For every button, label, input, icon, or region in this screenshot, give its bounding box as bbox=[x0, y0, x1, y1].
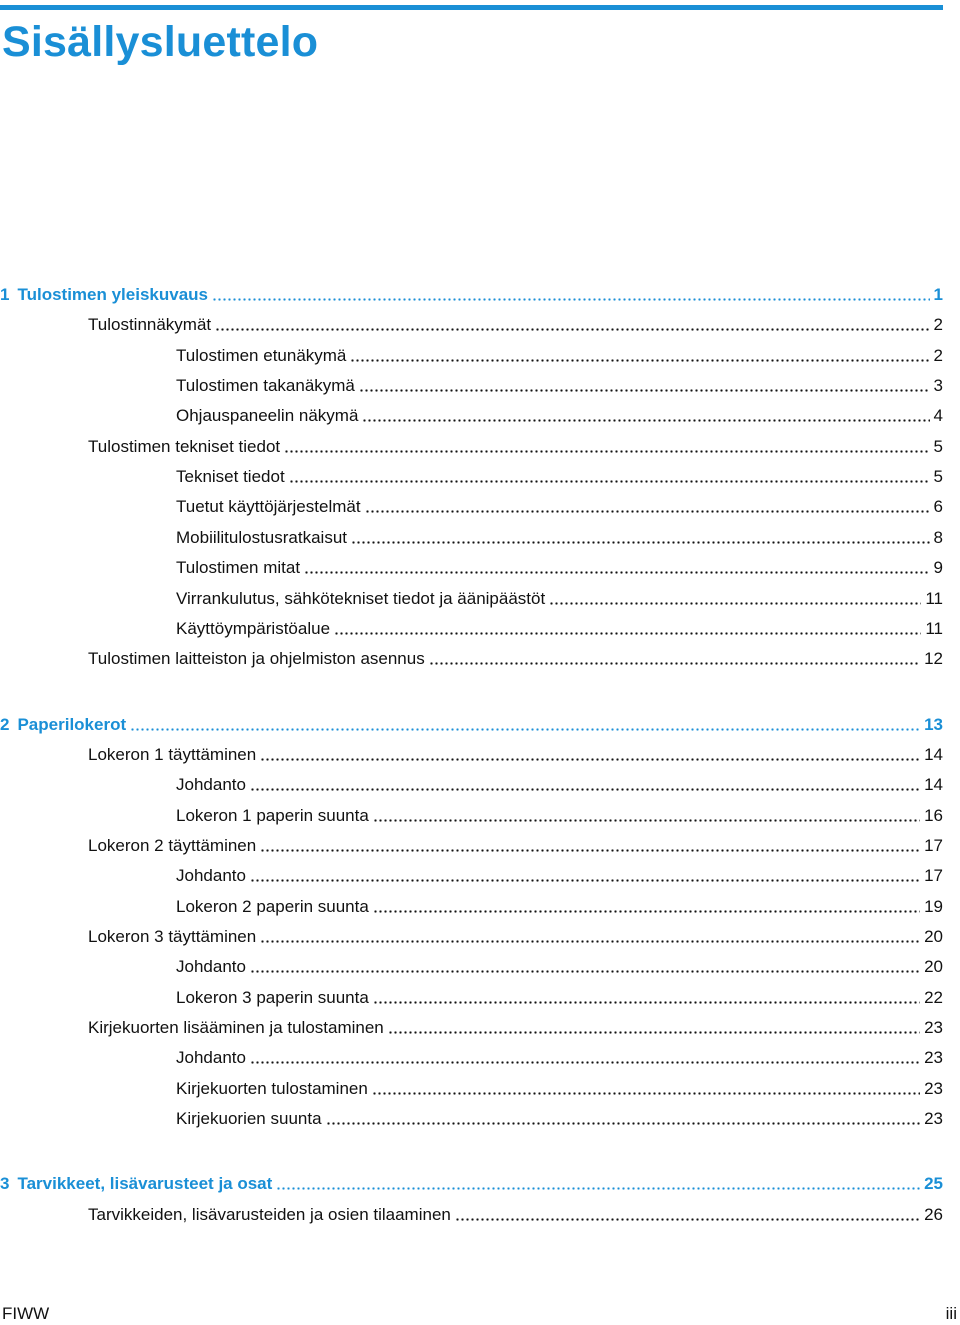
toc-page-number: 19 bbox=[924, 896, 943, 916]
chapter-number: 1 bbox=[0, 285, 10, 304]
toc-entry[interactable] bbox=[0, 462, 943, 488]
toc-page-number: 22 bbox=[924, 987, 943, 1007]
toc-page-number: 23 bbox=[924, 1018, 943, 1038]
chapter-number: 3 bbox=[0, 1174, 10, 1194]
toc-entry-title: 2 Paperilokerot bbox=[0, 714, 127, 734]
toc-entry-title: Tekniset tiedot bbox=[176, 467, 285, 487]
toc-page-number: 20 bbox=[924, 927, 943, 946]
dot-leader bbox=[250, 1061, 920, 1064]
toc-entry[interactable] bbox=[0, 1013, 943, 1039]
toc-page-number: 12 bbox=[924, 649, 943, 669]
toc-entry[interactable] bbox=[0, 341, 943, 367]
toc-page-number: 6 bbox=[933, 497, 943, 517]
toc-entry-title: Lokeron 1 täyttäminen bbox=[88, 744, 257, 764]
toc-entry[interactable] bbox=[0, 740, 943, 766]
toc-entry-title: Virrankulutus, sähkötekniset tiedot ja äänipäästöt bbox=[176, 588, 546, 608]
toc-entry[interactable] bbox=[0, 584, 943, 610]
dot-leader bbox=[373, 1001, 920, 1004]
toc-entry[interactable] bbox=[0, 801, 943, 827]
toc-page-number: 13 bbox=[924, 714, 943, 734]
dot-leader bbox=[350, 359, 929, 362]
toc-entry-title: Tulostinnäkymät bbox=[88, 315, 212, 335]
toc-entry[interactable] bbox=[0, 553, 943, 579]
toc-entry-title: 1 Tulostimen yleiskuvaus bbox=[0, 285, 208, 304]
toc-page-number: 26 bbox=[924, 1204, 943, 1224]
dot-leader bbox=[250, 788, 920, 791]
toc-entry[interactable] bbox=[0, 371, 943, 397]
toc-page-number: 4 bbox=[933, 406, 943, 426]
toc-page-number: 5 bbox=[933, 436, 943, 456]
dot-leader bbox=[130, 728, 920, 731]
dot-leader bbox=[372, 1092, 920, 1095]
dot-leader bbox=[455, 1218, 920, 1221]
toc-page-number: 20 bbox=[924, 957, 943, 977]
toc-entry[interactable] bbox=[0, 614, 943, 640]
toc-entry-title: Lokeron 3 täyttäminen bbox=[88, 927, 257, 946]
toc-entry[interactable] bbox=[0, 1104, 943, 1130]
toc-entry-title: Tulostimen mitat bbox=[176, 558, 301, 578]
toc-page-number: 14 bbox=[924, 775, 943, 795]
dot-leader bbox=[260, 849, 920, 852]
dot-leader bbox=[362, 419, 929, 422]
toc-page-number: 23 bbox=[924, 1048, 943, 1068]
toc-page-number: 23 bbox=[924, 1109, 943, 1129]
dot-leader bbox=[373, 819, 920, 822]
toc-page-number: 16 bbox=[924, 805, 943, 825]
toc-entry[interactable] bbox=[0, 770, 943, 796]
dot-leader bbox=[289, 480, 930, 483]
toc-page-number: 11 bbox=[925, 588, 943, 608]
dot-leader bbox=[365, 510, 930, 513]
toc-entry-title: Lokeron 2 paperin suunta bbox=[176, 896, 369, 916]
toc-entry[interactable] bbox=[0, 922, 943, 948]
toc-chapter-entry[interactable] bbox=[0, 1169, 943, 1195]
toc-entry-title: 3 Tarvikkeet, lisävarusteet ja osat bbox=[0, 1174, 273, 1194]
dot-leader bbox=[304, 571, 929, 574]
toc-entry-title: Johdanto bbox=[176, 866, 246, 886]
toc-entry[interactable] bbox=[0, 831, 943, 857]
dot-leader bbox=[250, 970, 920, 973]
toc-entry[interactable] bbox=[0, 1074, 943, 1100]
toc-entry-title: Kirjekuorten tulostaminen bbox=[176, 1078, 368, 1098]
dot-leader bbox=[260, 758, 920, 761]
toc-entry-title: Tulostimen tekniset tiedot bbox=[88, 436, 281, 456]
dot-leader bbox=[429, 662, 920, 665]
toc-entry-title: Tarvikkeiden, lisävarusteiden ja osien tilaaminen bbox=[88, 1204, 451, 1224]
toc-entry-title: Tuetut käyttöjärjestelmät bbox=[176, 497, 361, 517]
dot-leader bbox=[549, 602, 921, 605]
dot-leader bbox=[359, 389, 930, 392]
toc-entry-title: Tulostimen takanäkymä bbox=[176, 376, 355, 396]
dot-leader bbox=[215, 328, 929, 331]
footer-label: FIWW bbox=[2, 1304, 50, 1323]
dot-leader bbox=[351, 541, 930, 544]
toc-entry[interactable] bbox=[0, 523, 943, 549]
toc-entry[interactable] bbox=[0, 983, 943, 1009]
toc-entry-title: Ohjauspaneelin näkymä bbox=[176, 406, 359, 426]
toc-entry[interactable] bbox=[0, 644, 943, 670]
dot-leader bbox=[260, 940, 920, 943]
page-title: Sisällysluettelo bbox=[2, 18, 319, 66]
toc-entry-title: Mobiilitulostusratkaisut bbox=[176, 527, 348, 547]
dot-leader bbox=[388, 1031, 920, 1034]
top-rule bbox=[0, 5, 943, 10]
dot-leader bbox=[250, 879, 920, 882]
toc-entry-title: Kirjekuorten lisääminen ja tulostaminen bbox=[88, 1018, 384, 1038]
toc-page-number: 2 bbox=[933, 345, 943, 365]
toc-entry-title: Lokeron 2 täyttäminen bbox=[88, 835, 257, 855]
dot-leader bbox=[284, 450, 929, 453]
chapter-number: 2 bbox=[0, 714, 10, 734]
toc-entry-title: Johdanto bbox=[176, 957, 246, 977]
toc-entry-title: Lokeron 3 paperin suunta bbox=[176, 987, 369, 1007]
toc-entry[interactable] bbox=[0, 861, 943, 887]
toc-entry-title: Käyttöympäristöalue bbox=[176, 618, 331, 638]
toc-chapter-entry[interactable] bbox=[0, 280, 943, 306]
toc-page-number: 8 bbox=[933, 527, 943, 547]
toc-entry[interactable] bbox=[0, 310, 943, 336]
dot-leader bbox=[334, 632, 921, 635]
toc-entry[interactable] bbox=[0, 1200, 943, 1226]
dot-leader bbox=[326, 1122, 921, 1125]
toc-entry[interactable] bbox=[0, 1043, 943, 1069]
toc-page-number: 11 bbox=[925, 618, 943, 638]
toc-entry[interactable] bbox=[0, 401, 943, 427]
toc-page-number: 5 bbox=[933, 467, 943, 487]
toc-entry[interactable] bbox=[0, 432, 943, 458]
toc-page-number: 23 bbox=[924, 1078, 943, 1098]
toc-page-number: 17 bbox=[924, 866, 943, 886]
toc-entry[interactable] bbox=[0, 492, 943, 518]
dot-leader bbox=[212, 298, 930, 301]
toc-entry-title: Johdanto bbox=[176, 775, 246, 795]
toc-entry-title: Tulostimen etunäkymä bbox=[176, 345, 347, 365]
toc-entry-title: Lokeron 1 paperin suunta bbox=[176, 805, 369, 825]
toc-page-number: 1 bbox=[933, 285, 943, 304]
toc-chapter-entry[interactable] bbox=[0, 710, 943, 736]
toc-page-number: 3 bbox=[933, 376, 943, 396]
toc-entry-title: Johdanto bbox=[176, 1048, 246, 1068]
toc-page-number: 17 bbox=[924, 835, 943, 855]
toc-entry[interactable] bbox=[0, 952, 943, 978]
toc-page-number: 2 bbox=[933, 315, 943, 335]
toc-page-number: 25 bbox=[924, 1174, 943, 1194]
dot-leader bbox=[373, 910, 920, 913]
toc-page-number: 14 bbox=[924, 744, 943, 764]
dot-leader bbox=[276, 1187, 920, 1190]
toc-entry[interactable] bbox=[0, 892, 943, 918]
toc-page-number: 9 bbox=[933, 558, 943, 578]
toc-entry-title: Tulostimen laitteiston ja ohjelmiston asennus bbox=[88, 649, 425, 669]
page-number: iii bbox=[945, 1304, 957, 1323]
toc-entry-title: Kirjekuorien suunta bbox=[176, 1109, 322, 1129]
